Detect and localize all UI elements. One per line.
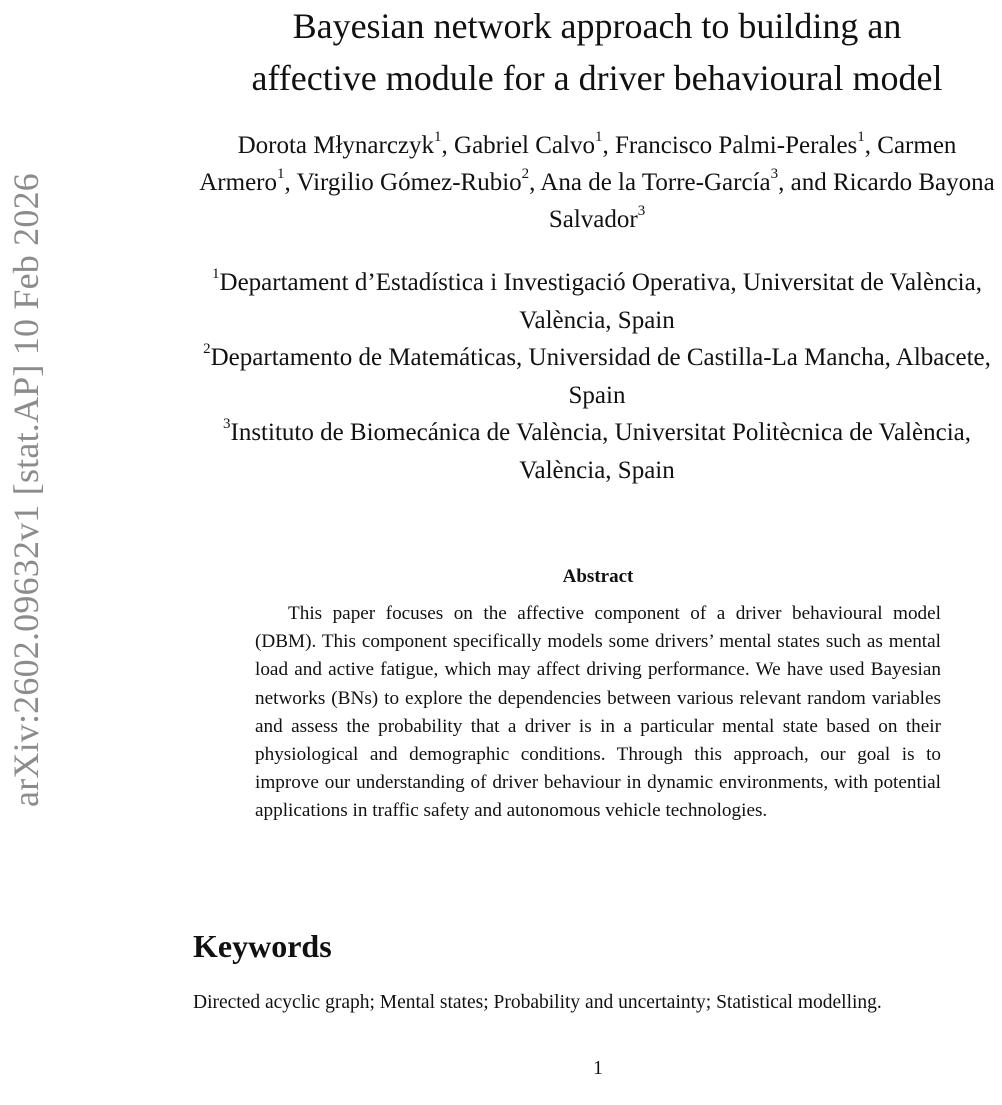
author-name: Dorota Młynarczyk xyxy=(237,132,435,159)
affiliation-mark: 1 xyxy=(212,265,220,282)
author-separator: , xyxy=(602,132,615,159)
author-separator: , and xyxy=(778,169,833,196)
author xyxy=(296,165,530,196)
author-separator: , xyxy=(529,169,541,196)
affiliation-mark: 2 xyxy=(203,340,211,357)
author-affiliation-mark: 1 xyxy=(857,128,865,145)
author xyxy=(614,128,865,159)
author-affiliation-mark: 1 xyxy=(434,128,442,145)
author-name: Gabriel Calvo xyxy=(454,132,595,159)
author-separator: , xyxy=(284,169,297,196)
paper-title xyxy=(192,0,1002,104)
affiliation-text: Departament d’Estadística i Investigació Operativa, Universitat de València, València, Spain xyxy=(219,269,982,334)
author xyxy=(454,128,603,159)
keywords-text: Directed acyclic graph; Mental states; Probability and uncertainty; Statistical modelling. xyxy=(193,992,882,1013)
author-name: Carmen Armero xyxy=(199,132,957,196)
author-affiliation-mark: 3 xyxy=(637,202,646,219)
author-affiliation-mark: 3 xyxy=(770,165,779,182)
page-number: 1 xyxy=(593,1058,603,1079)
paper-title-line-1: Bayesian network approach to building an xyxy=(292,6,902,46)
author-separator: , xyxy=(441,132,455,159)
author xyxy=(237,128,442,159)
author-affiliation-mark: 1 xyxy=(277,165,285,182)
author-affiliation-mark: 1 xyxy=(594,128,603,145)
author-name: Virgilio Gómez-Rubio xyxy=(296,169,522,196)
keywords-heading: Keywords xyxy=(193,928,332,964)
paper-title-line-2: affective module for a driver behavioural model xyxy=(251,58,943,98)
author-name: Ricardo Bayona Salvador xyxy=(548,169,995,233)
affiliation xyxy=(192,264,1002,339)
affiliation-mark: 3 xyxy=(223,415,231,432)
affiliation-text: Departamento de Matemáticas, Universidad de Castilla-La Mancha, Albacete, Spain xyxy=(210,344,991,409)
affiliation xyxy=(192,414,1002,489)
arxiv-identifier-stamp: arXiv:2602.09632v1 [stat.AP] 10 Feb 2026 xyxy=(6,173,46,807)
author-name: Francisco Palmi-Perales xyxy=(614,132,858,159)
affiliation-list xyxy=(192,264,1002,489)
affiliation xyxy=(192,339,1002,414)
author-name: Ana de la Torre-García xyxy=(540,169,771,196)
author-list xyxy=(192,127,1002,238)
author-separator: , xyxy=(864,132,878,159)
affiliation-text: Instituto de Biomecánica de València, Universitat Politècnica de València, València, Spain xyxy=(230,419,971,484)
abstract-heading: Abstract xyxy=(562,566,634,587)
author-affiliation-mark: 2 xyxy=(521,165,530,182)
author xyxy=(540,165,779,196)
abstract-text: This paper focuses on the affective component of a driver behavioural model (DBM). This component specifically models some drivers’ mental states such as mental load and active fatigue, which may affect driving performance. We have used Bayesian networks (BNs) to explore the dependencies between various relevant random variables and assess the probability that a driver is in a particular mental state based on their physiological and demographic conditions. Through this approach, our goal is to improve our understanding of driver behaviour in dynamic environments, with potential applications in traffic safety and autonomous vehicle technologies. xyxy=(255,603,941,822)
